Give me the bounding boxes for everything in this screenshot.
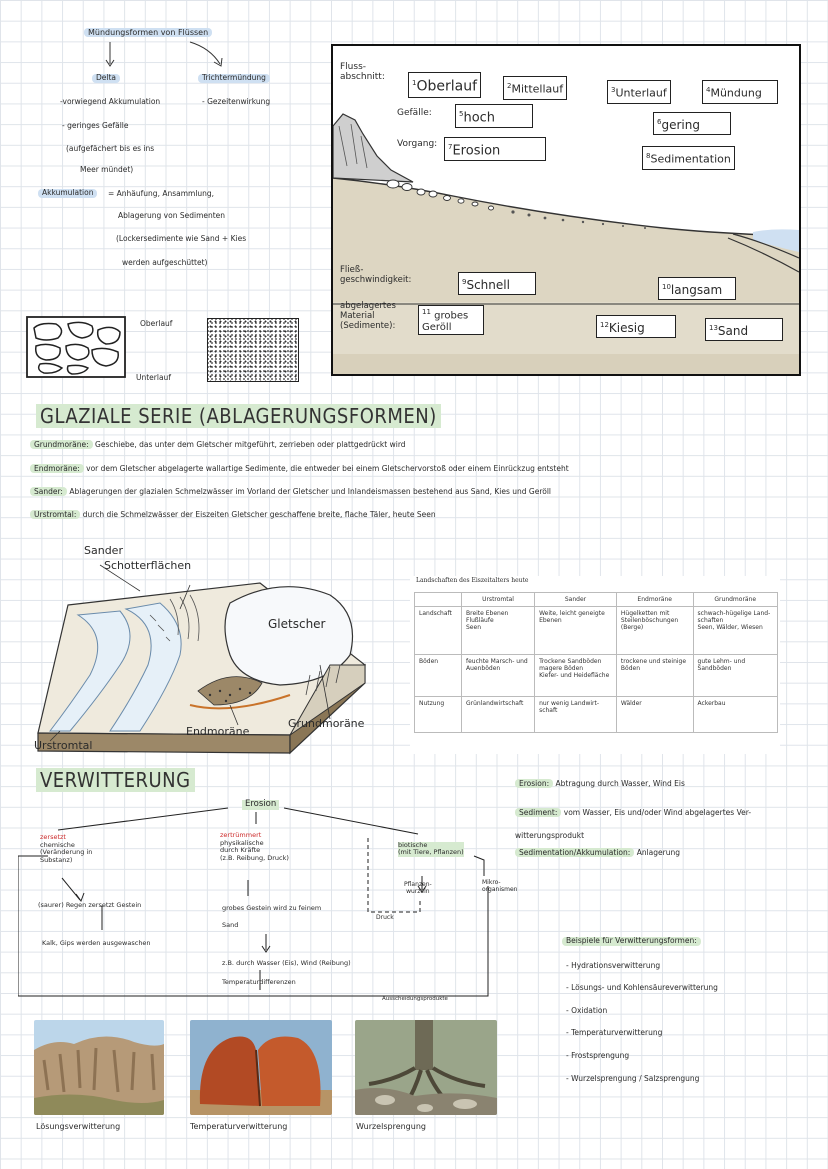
box-kiesig: $^{12}$Kiesig [596,315,676,338]
label-schotterflaechen: Schotterflächen [104,559,192,572]
table-cell: Breite Ebenen Flußläufe Seen [462,607,535,655]
table-cell: Weite, leicht geneigte Ebenen [535,607,617,655]
table-cell: Landschaft [415,607,462,655]
akk-line-3: (Lockersedimente wie Sand + Kies [116,234,247,243]
label-gletscher: Gletscher [268,617,326,631]
delta-point-1: -vorwiegend Akkumulation [60,97,161,106]
box-muendung: $^4$Mündung [702,80,778,104]
chem-zersetzt: zersetzt [40,833,66,841]
verwitterung-title: VERWITTERUNG [36,768,195,792]
def-sedimentation [515,849,680,858]
beispiele-title: Beispiele für Verwitterungsformen: [562,937,701,946]
table-cell: Nutzung [415,697,462,733]
table-header-cell: Sander [535,593,617,607]
box-gering: $^6$gering [653,112,731,135]
def-sediment-term: Sediment: [515,808,561,817]
label-sander: Sander [84,544,123,557]
def-erosion [515,780,685,789]
box-schnell: $^9$Schnell [458,272,536,295]
def-sander [30,488,551,497]
table-cell: Hügelketten mit Steilenböschungen (Berge) [616,607,693,655]
verwitterung-flowchart [18,790,518,1005]
erosion-node: Erosion [242,800,279,810]
def-endmoraene [30,465,569,474]
example-item: - Oxidation [566,1006,608,1015]
akk-line-2: Ablagerung von Sedimenten [118,211,226,220]
def-urstromtal-text: durch die Schmelzwässer der Eiszeiten Gletscher geschaffene breite, flache Täler, heute Seen [82,510,436,519]
table-cell: Ackerbau [693,697,777,733]
label-material: abgelagertes Material (Sedimente): [340,301,396,331]
example-item: - Frostsprengung [566,1051,630,1060]
table-row [415,655,778,697]
table-cell: Wälder [616,697,693,733]
table-cell: Grünlandwirtschaft [462,697,535,733]
def-sedimentation-text: Anlagerung [636,848,680,857]
label-abschnitt: Fluss- abschnitt: [340,62,385,83]
def-sedimentation-term: Sedimentation/Akkumulation: [515,848,634,857]
photo-loesungsverwitterung [34,1020,164,1115]
akkumulation-term: Akkumulation [38,189,97,198]
box-sedimentation: $^8$Sedimentation [642,146,735,170]
akk-line-1: = Anhäufung, Ansammlung, [108,189,215,198]
photo-caption-3: Wurzelsprengung [356,1122,426,1131]
box-langsam: $^{10}$langsam [658,277,736,300]
photo-temperaturverwitterung [190,1020,332,1115]
landschaften-table [414,592,778,733]
label-fliess: Fließ- geschwindigkeit: [340,265,412,285]
def-erosion-text: Abtragung durch Wasser, Wind Eis [555,779,685,788]
table-row [415,607,778,655]
phys-wasser: z.B. durch Wasser (Eis), Wind (Reibung) [222,959,351,967]
table-header-cell: Endmoräne [616,593,693,607]
phys-node: physikalische durch Kräfte (z.B. Reibung, Druck) [220,839,289,862]
muendung-arrows [90,40,250,70]
bio-node: biotische (mit Tiere, Pflanzen) [398,841,464,857]
table-cell: nur wenig Landwirt- schaft [535,697,617,733]
box-oberlauf: $^1$Oberlauf [408,72,481,98]
chem-node: chemische (Veränderung in Substanz) [40,841,93,864]
def-grundmoraene-term: Grundmoräne: [30,440,93,449]
delta-point-2: - geringes Gefälle [62,121,129,130]
table-header-row [415,593,778,607]
box-sand: $^{13}$Sand [705,318,783,341]
box-geroell: $^{11}$ grobes Geröll [418,305,484,335]
table-cell: gute Lehm- und Sandböden [693,655,777,697]
table-row [415,697,778,733]
akk-line-4: werden aufgeschüttet) [122,258,208,267]
label-vorgang: Vorgang: [397,139,438,149]
chem-regen: (saurer) Regen zersetzt Gestein [38,901,142,909]
label-urstromtal: Urstromtal [34,739,93,752]
trichter-label: Trichtermündung [198,74,270,83]
delta-point-3: (aufgefächert bis es ins [66,144,155,153]
box-erosion: $^7$Erosion [444,137,546,161]
def-urstromtal [30,511,436,520]
def-urstromtal-term: Urstromtal: [30,510,80,519]
example-item: - Wurzelsprengung / Salzsprengung [566,1074,700,1083]
label-grundmoraene: Grundmoräne [288,717,365,730]
table-header-cell: Urstromtal [462,593,535,607]
table-cell: Böden [415,655,462,697]
photo-caption-2: Temperaturverwitterung [190,1122,288,1131]
delta-point-4: Meer mündet) [80,165,134,174]
table-cell: feuchte Marsch- und Auenböden [462,655,535,697]
trichter-point: - Gezeitenwirkung [202,97,271,106]
def-erosion-term: Erosion: [515,779,553,788]
phys-sand: grobes Gestein wird zu feinem Sand [222,904,322,929]
oberlauf-text: Oberlauf [140,319,173,328]
oberlauf-sketch [26,316,126,378]
def-sediment [515,802,751,847]
table-title: Landschaften des Eiszeitalters heute [416,577,529,584]
box-unterlauf: $^3$Unterlauf [607,80,671,104]
muendung-title: Mündungsformen von Flüssen [84,28,212,37]
pflanzen-node: Pflanzen- wurzeln [404,881,432,895]
def-grundmoraene-text: Geschiebe, das unter dem Gletscher mitgeführt, zerrieben oder plattgedrückt wird [95,440,406,449]
table-cell: schwach-hügelige Land- schaften Seen, Wälder, Wiesen [693,607,777,655]
example-item: - Lösungs- und Kohlensäureverwitterung [566,983,718,992]
box-hoch: $^5$hoch [455,104,533,128]
photo-caption-1: Lösungsverwitterung [36,1122,121,1131]
photo-wurzelsprengung [355,1020,497,1115]
def-endmoraene-term: Endmoräne: [30,464,84,473]
glazial-title: GLAZIALE SERIE (ABLAGERUNGSFORMEN) [36,404,441,428]
table-header-cell: Grundmoräne [693,593,777,607]
label-endmoraene: Endmoräne [186,725,250,738]
delta-label: Delta [92,74,120,83]
chem-kalk: Kalk, Gips werden ausgewaschen [42,939,151,947]
druck-label: Druck [376,914,394,921]
label-gefaelle: Gefälle: [397,108,432,118]
def-grundmoraene [30,441,406,450]
mikro-node: Mikro- organismen [482,879,518,893]
unterlauf-sketch [207,318,299,382]
def-sander-text: Ablagerungen der glazialen Schmelzwässer im Vorland der Gletscher und Inlandeismassen bestehend aus Sand, Kies und Geröll [69,487,552,496]
table-cell: Trockene Sandböden magere Böden Kiefer- und Heidefläche [535,655,617,697]
ausscheidung-label: Ausscheidungsprodukte [382,996,448,1002]
unterlauf-text: Unterlauf [136,373,171,382]
phys-zertruemmert: zertrümmert [220,831,262,839]
example-item: - Hydrationsverwitterung [566,961,661,970]
def-sediment-text: vom Wasser, Eis und/oder Wind abgelagertes Ver- witterungsprodukt [515,808,752,840]
box-mittellauf: $^2$Mittellauf [503,76,567,100]
def-endmoraene-text: vor dem Gletscher abgelagerte wallartige Sedimente, die entweder bei einem Gletschervorstoß oder einem Einrückzug entsteht [86,464,569,473]
def-sander-term: Sander: [30,487,67,496]
table-cell: trockene und steinige Böden [616,655,693,697]
table-header-cell [415,593,462,607]
phys-temperatur: Temperaturdifferenzen [222,978,296,986]
example-item: - Temperaturverwitterung [566,1028,663,1037]
